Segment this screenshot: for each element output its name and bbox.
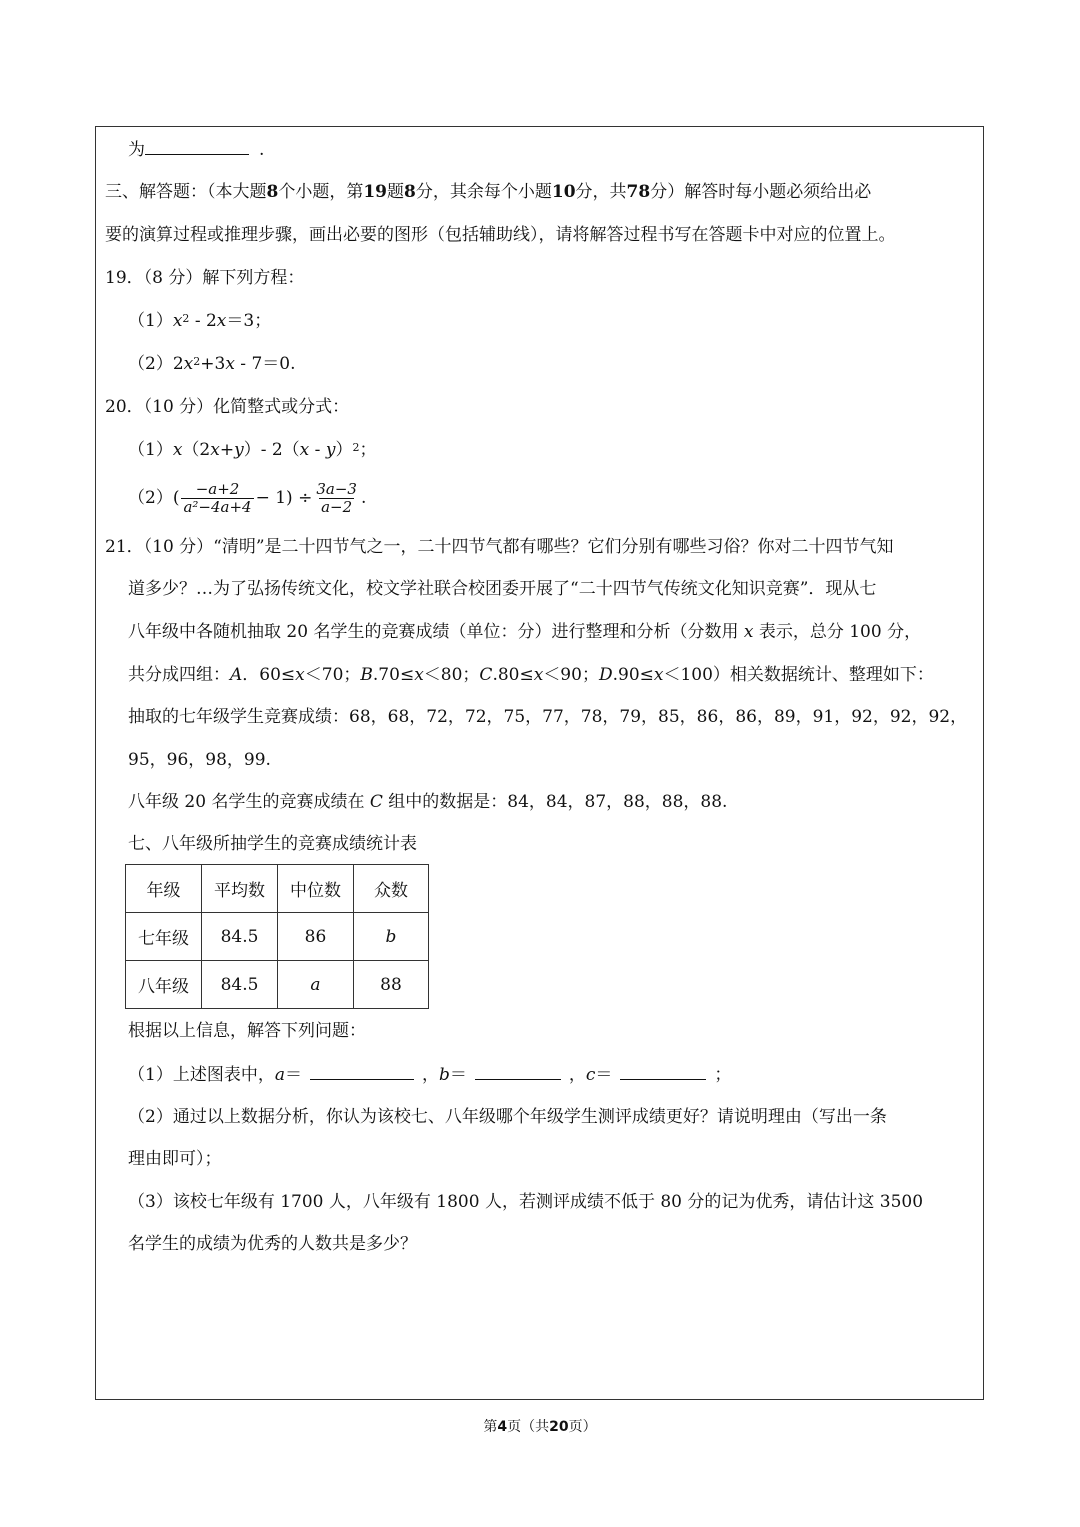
q21-sub3-line1: （3）该校七年级有 1700 人，八年级有 1800 人，若测评成绩不低于 80 分的记为优秀，请估计这 3500: [128, 1192, 924, 1212]
q21-sub1: [128, 1063, 731, 1087]
denominator: a²−4a+4: [183, 498, 252, 516]
text: 第: [483, 1419, 498, 1435]
text: 页（共: [507, 1419, 550, 1435]
text: C: [369, 792, 383, 812]
table-cell: 84.5: [202, 913, 278, 961]
q21-sub3-line2: 名学生的成绩为优秀的人数共是多少？: [128, 1234, 417, 1254]
text: x: [414, 665, 424, 685]
text: ；: [359, 440, 377, 460]
q19-part1: [128, 309, 271, 333]
table-header-cell: 年级: [126, 865, 202, 913]
text: ）- 2（: [243, 440, 300, 460]
text: .: [360, 488, 367, 508]
text: 分，共: [575, 182, 627, 202]
text: 10: [551, 182, 576, 202]
text: +3: [200, 354, 226, 374]
text: - 2: [189, 311, 217, 331]
text: （1）上述图表中，: [128, 1065, 275, 1085]
table-header-cell: 中位数: [278, 865, 354, 913]
text: - 7＝0.: [234, 354, 296, 374]
answer-blank-c[interactable]: [620, 1063, 706, 1080]
numerator: −a+2: [195, 480, 240, 498]
text: x: [183, 354, 194, 374]
text: ＜80；: [423, 665, 480, 685]
text: B: [360, 665, 373, 685]
table-header-row: [126, 865, 429, 913]
text: x: [653, 665, 664, 685]
text: x: [216, 311, 227, 331]
q21-grade8-c-group: [128, 790, 727, 814]
section-heading-line1: [105, 180, 871, 204]
text: .70≤: [372, 665, 415, 685]
text: ；: [714, 1065, 732, 1085]
text: 三、解答题：（本大题: [105, 182, 267, 202]
q21-grade7-scores-cont: 95，96，98，99.: [128, 750, 271, 770]
text: 分，其余每个小题: [415, 182, 552, 202]
text: ＜70；: [304, 665, 361, 685]
text: 为: [128, 140, 145, 160]
q21-grade7-scores: 抽取的七年级学生竞赛成绩：68，68，72，72，75，77，78，79，85，86，86，89，91，92，92，92，: [128, 707, 968, 727]
text: x: [743, 622, 754, 642]
text: 页）: [568, 1419, 597, 1435]
text: 共分成四组：: [128, 665, 230, 685]
text: （2）: [128, 488, 173, 508]
text: x: [225, 354, 235, 374]
text: .: [259, 140, 265, 160]
q21-line1: 21．（10 分）“清明”是二十四节气之一，二十四节气都有哪些？它们分别有哪些习俗？你对二十四节气知: [105, 537, 894, 557]
text: ＝: [595, 1065, 613, 1085]
text: 78: [626, 182, 651, 202]
section-heading-line2: 要的演算过程或推理步骤，画出必要的图形（包括辅助线），请将解答过程书写在答题卡中对应的位置上。: [105, 225, 896, 245]
fraction: [181, 481, 253, 516]
text: .80≤: [492, 665, 534, 685]
table-cell: a: [278, 961, 354, 1009]
text: ＝3；: [226, 311, 272, 331]
denominator: a−2: [321, 498, 353, 516]
text: .90≤: [612, 665, 654, 685]
q21-sub2-line2: 理由即可）；: [128, 1149, 222, 1169]
page-footer: [0, 1416, 1080, 1436]
text: （1）: [128, 440, 173, 460]
text: A: [230, 665, 243, 685]
text: ，: [568, 1065, 586, 1085]
answer-blank-a[interactable]: [310, 1063, 414, 1080]
q20-part1: [128, 438, 376, 462]
text: x: [210, 440, 220, 460]
text: x: [172, 311, 183, 331]
text: a: [274, 1065, 285, 1085]
fraction: [314, 481, 359, 516]
page-number: 4: [497, 1419, 508, 1435]
table-cell: 七年级: [126, 913, 202, 961]
text: 分）解答时每小题必须给出必: [650, 182, 872, 202]
q21-sub2-line1: （2）通过以上数据分析，你认为该校七、八年级哪个年级学生测评成绩更好？请说明理由（写出一条: [128, 1107, 887, 1127]
text: C: [479, 665, 493, 685]
text: 个小题，第: [278, 182, 364, 202]
text: ，: [421, 1065, 439, 1085]
text: b: [438, 1065, 450, 1085]
text: ）: [335, 440, 353, 460]
text: ．60≤: [242, 665, 296, 685]
q19-part2: [128, 352, 296, 376]
text: 八年级中各随机抽取 20 名学生的竞赛成绩（单位：分）进行整理和分析（分数用: [128, 622, 744, 642]
text: D: [598, 665, 613, 685]
text: − 1) ÷: [255, 488, 313, 508]
q21-line2: 道多少？…为了弘扬传统文化，校文学社联合校团委开展了“二十四节气传统文化知识竞赛”．现从七: [128, 579, 877, 599]
fill-line-top: [128, 138, 264, 162]
text: ＝: [284, 1065, 302, 1085]
q19-title: 19．（8 分）解下列方程：: [105, 268, 305, 288]
text: x: [299, 440, 310, 460]
text: 8: [266, 182, 279, 202]
numerator: 3a−3: [316, 480, 357, 498]
text: （2: [182, 440, 211, 460]
text: x: [172, 440, 183, 460]
stats-table: [125, 864, 429, 1009]
text: (: [172, 488, 180, 508]
text: ＜90；: [543, 665, 599, 685]
text: （2）: [128, 354, 173, 374]
text: +: [219, 440, 235, 460]
text: 8: [404, 182, 416, 202]
text: c: [585, 1065, 596, 1085]
table-row: [126, 961, 429, 1009]
q20-part2: [128, 478, 366, 518]
table-header-cell: 众数: [354, 865, 429, 913]
text: 2: [182, 312, 190, 325]
table-cell: b: [354, 913, 429, 961]
text: y: [325, 440, 336, 460]
page-total: 20: [549, 1419, 569, 1435]
q21-line3: [128, 620, 921, 644]
text: 题: [387, 182, 405, 202]
text: ＝: [449, 1065, 467, 1085]
table-cell: 八年级: [126, 961, 202, 1009]
table-title: 七、八年级所抽学生的竞赛成绩统计表: [128, 834, 417, 854]
text: y: [234, 440, 244, 460]
text: 八年级 20 名学生的竞赛成绩在: [128, 792, 370, 812]
text: 表示，总分 100 分，: [753, 622, 922, 642]
text: （1）: [128, 311, 173, 331]
q21-prompt: 根据以上信息，解答下列问题：: [128, 1021, 366, 1041]
text: 19: [363, 182, 388, 202]
q21-line4: [128, 663, 934, 687]
text: ＜100）相关数据统计、整理如下：: [663, 665, 934, 685]
table-cell: 88: [354, 961, 429, 1009]
text: 2: [193, 355, 201, 368]
text: -: [309, 440, 326, 460]
text: 2: [352, 441, 360, 454]
q20-title: 20．（10 分）化简整式或分式：: [105, 397, 350, 417]
table-cell: 86: [278, 913, 354, 961]
table-cell: 84.5: [202, 961, 278, 1009]
table-header-cell: 平均数: [202, 865, 278, 913]
answer-blank[interactable]: [145, 138, 249, 155]
text: x: [295, 665, 305, 685]
text: 2: [172, 354, 184, 374]
text: x: [533, 665, 544, 685]
answer-blank-b[interactable]: [475, 1063, 561, 1080]
table-row: [126, 913, 429, 961]
text: 组中的数据是：84，84，87，88，88，88.: [382, 792, 728, 812]
